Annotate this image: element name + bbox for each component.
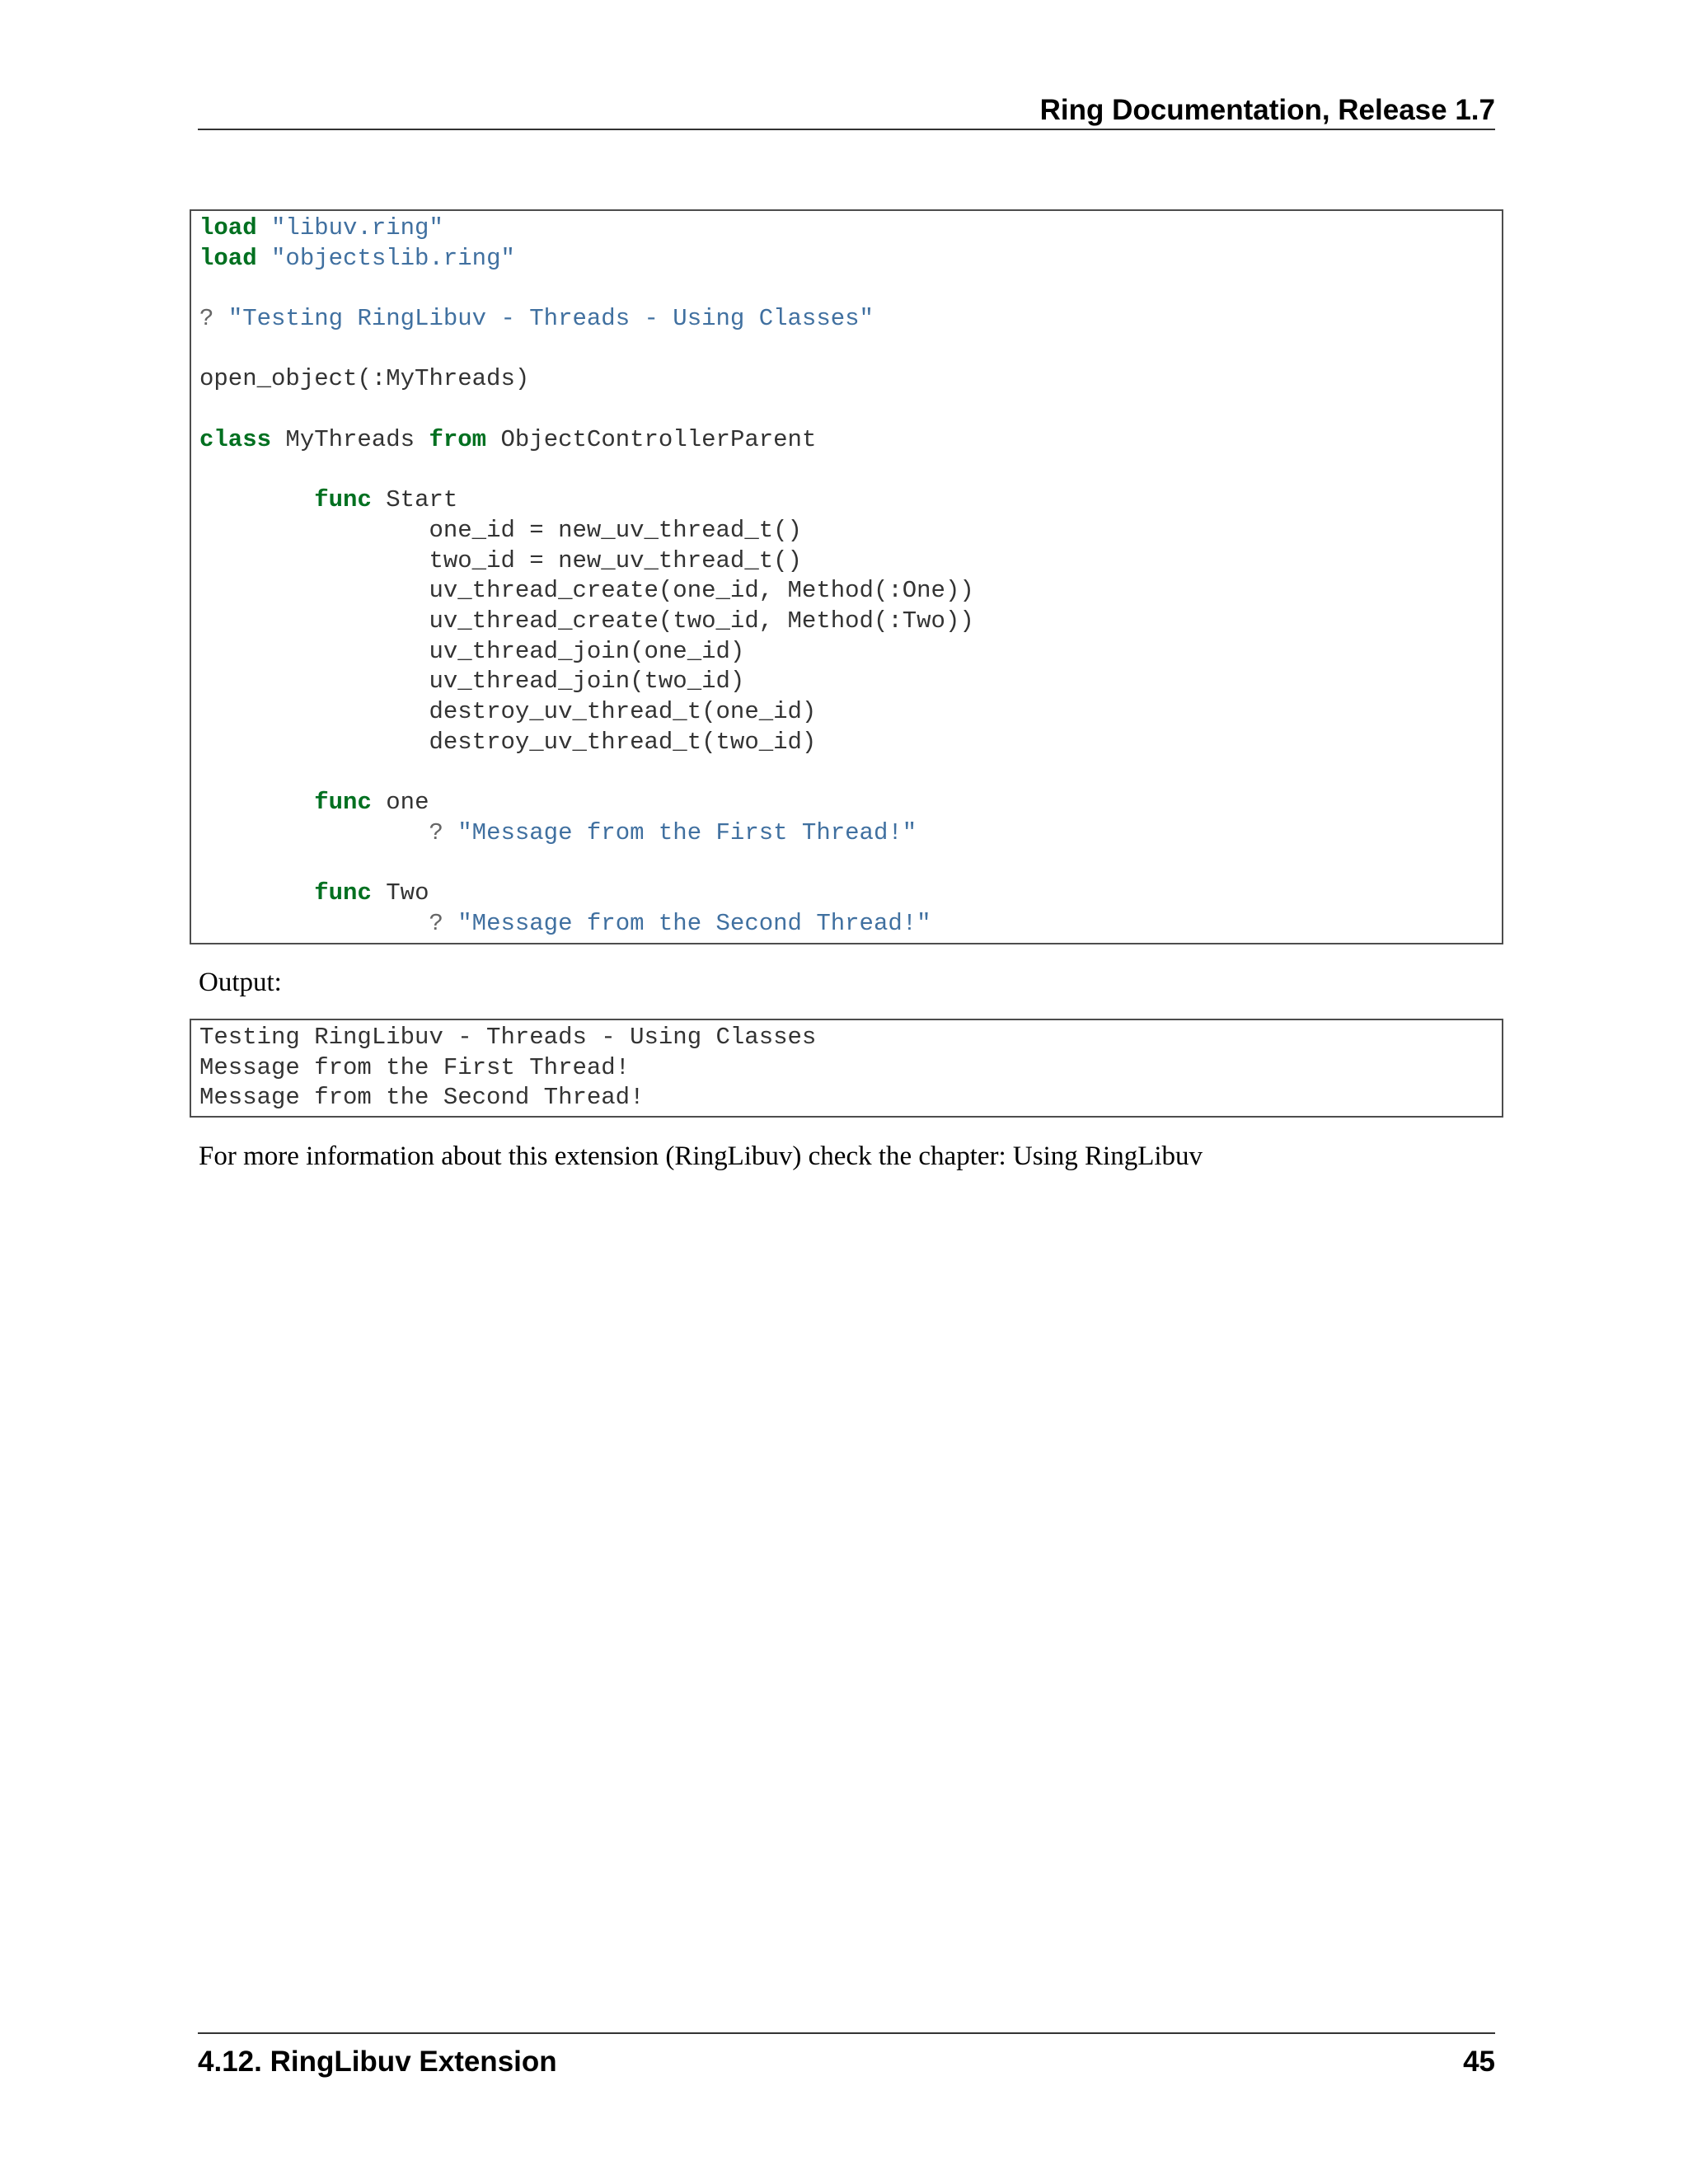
keyword: load bbox=[199, 244, 257, 272]
code-text: destroy_uv_thread_t(one_id) bbox=[429, 698, 817, 725]
output-line: Message from the Second Thread! bbox=[199, 1084, 645, 1112]
keyword: func bbox=[314, 879, 372, 907]
code-line bbox=[199, 637, 1502, 668]
operator: ? bbox=[429, 909, 443, 937]
code-line bbox=[199, 213, 1502, 244]
keyword: func bbox=[314, 486, 372, 514]
code-line bbox=[199, 244, 1502, 274]
string-literal: "Message from the First Thread!" bbox=[457, 818, 917, 846]
page-header bbox=[198, 89, 1495, 130]
code-line bbox=[199, 576, 1502, 607]
code-text: two_id = new_uv_thread_t() bbox=[429, 546, 802, 574]
string-literal: "Testing RingLibuv - Threads - Using Classes" bbox=[227, 305, 874, 333]
keyword: func bbox=[314, 789, 372, 817]
code-blank-line bbox=[199, 757, 1502, 788]
keyword: load bbox=[199, 214, 257, 241]
code-line bbox=[199, 546, 1502, 577]
page-footer bbox=[198, 2032, 1495, 2079]
string-literal: "objectslib.ring" bbox=[271, 244, 515, 272]
class-name: MyThreads bbox=[285, 425, 415, 453]
code-line: open_object(:MyThreads) bbox=[199, 365, 530, 393]
string-literal: "libuv.ring" bbox=[271, 214, 443, 241]
operator: ? bbox=[199, 305, 214, 333]
operator: ? bbox=[429, 818, 443, 846]
code-blank-line bbox=[199, 848, 1502, 879]
code-line bbox=[199, 304, 1502, 335]
code-blank-line bbox=[199, 456, 1502, 486]
code-line bbox=[199, 667, 1502, 697]
code-line bbox=[199, 697, 1502, 728]
code-line bbox=[199, 516, 1502, 546]
output-label: Output: bbox=[199, 968, 282, 997]
code-blank-line bbox=[199, 395, 1502, 425]
function-name: one bbox=[386, 789, 429, 817]
code-line bbox=[199, 607, 1502, 637]
code-block bbox=[190, 209, 1503, 944]
info-paragraph: For more information about this extension (RingLibuv) check the chapter: Using RingLibuv bbox=[199, 1141, 1203, 1171]
code-text: uv_thread_join(two_id) bbox=[429, 668, 745, 696]
page-number: 45 bbox=[1463, 2046, 1495, 2078]
code-text: uv_thread_create(two_id, Method(:Two)) bbox=[429, 607, 974, 635]
code-text: uv_thread_create(one_id, Method(:One)) bbox=[429, 577, 974, 605]
code-text: one_id = new_uv_thread_t() bbox=[429, 516, 802, 544]
code-blank-line bbox=[199, 335, 1502, 365]
code-line bbox=[199, 485, 1502, 516]
document-title: Ring Documentation, Release 1.7 bbox=[1039, 94, 1495, 126]
output-block bbox=[190, 1019, 1503, 1118]
code-text: uv_thread_join(one_id) bbox=[429, 637, 745, 665]
keyword: class bbox=[199, 425, 272, 453]
output-line: Testing RingLibuv - Threads - Using Classes bbox=[199, 1024, 817, 1051]
keyword: from bbox=[429, 425, 487, 453]
code-line bbox=[199, 879, 1502, 909]
code-line bbox=[199, 728, 1502, 758]
code-line bbox=[199, 818, 1502, 849]
section-title: 4.12. RingLibuv Extension bbox=[198, 2046, 557, 2078]
function-name: Start bbox=[386, 486, 458, 514]
parent-class: ObjectControllerParent bbox=[500, 425, 817, 453]
output-line: Message from the First Thread! bbox=[199, 1053, 631, 1081]
code-blank-line bbox=[199, 274, 1502, 304]
code-text: destroy_uv_thread_t(two_id) bbox=[429, 728, 817, 756]
function-name: Two bbox=[386, 879, 429, 907]
code-line bbox=[199, 909, 1502, 940]
string-literal: "Message from the Second Thread!" bbox=[457, 909, 931, 937]
code-line bbox=[199, 425, 1502, 456]
code-line bbox=[199, 788, 1502, 818]
